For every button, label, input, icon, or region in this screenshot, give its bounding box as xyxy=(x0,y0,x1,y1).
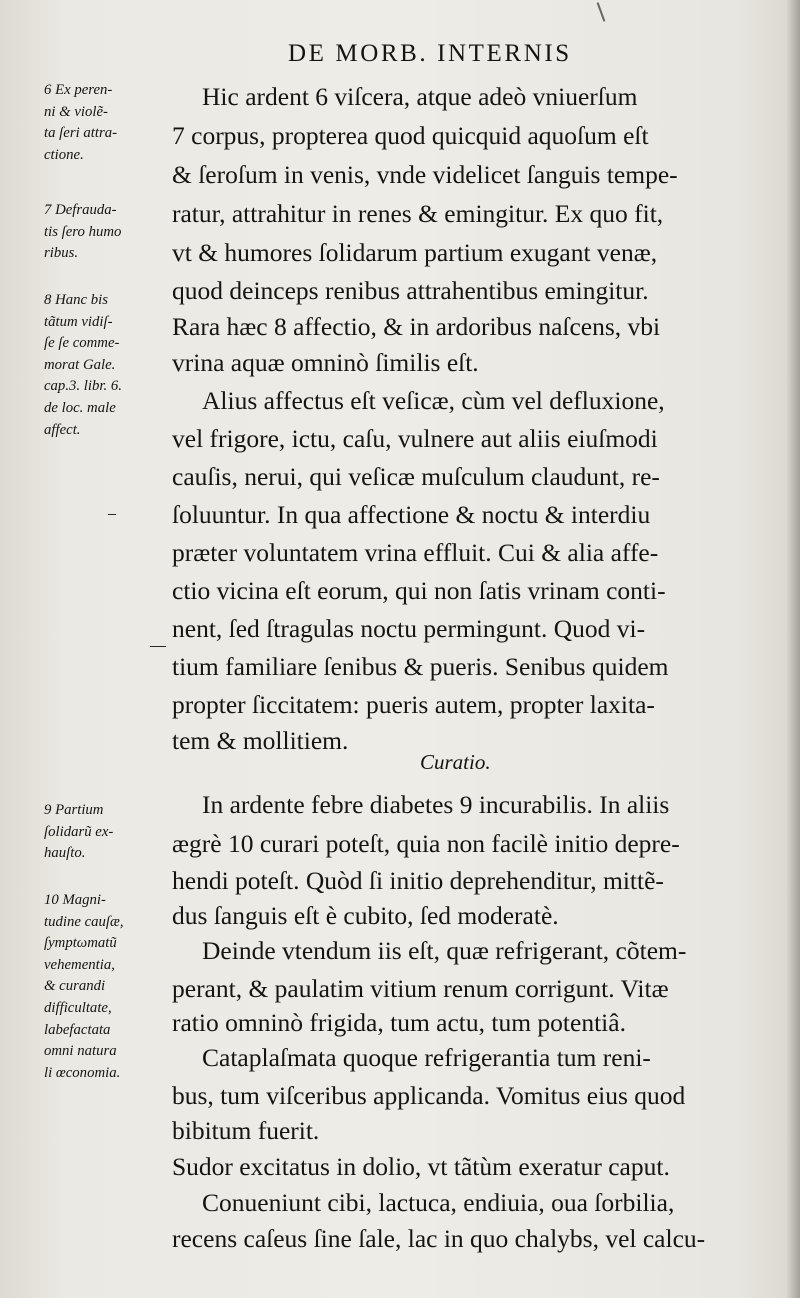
text-line: Cataplaſmata quoque refrigerantia tum reni- xyxy=(202,1043,651,1072)
text-line: Hic ardent 6 viſcera, atque adeò vniuerſum xyxy=(202,82,638,111)
note-line: hauſto. xyxy=(44,845,86,862)
text-line: quod deinceps renibus attrahentibus emingitur. xyxy=(172,276,649,305)
note-line: 7 Defrauda- xyxy=(44,202,117,218)
note-line: vehementia, xyxy=(44,956,115,973)
note-line: ribus. xyxy=(44,245,79,262)
text-line: & ſeroſum in venis, vnde videlicet ſanguis tempe- xyxy=(172,160,678,189)
note-line: labefactata xyxy=(44,1021,111,1038)
text-line: Alius affectus eſt veſicæ, cùm vel defluxione, xyxy=(202,386,665,415)
text-line: cauſis, nerui, qui veſicæ muſculum claudunt, re- xyxy=(172,462,660,491)
note-line: affect. xyxy=(44,421,81,438)
text-line: propter ſiccitatem: pueris autem, propter laxita- xyxy=(172,690,655,719)
text-line: recens caſeus ſine ſale, lac in quo chalybs, vel calcu- xyxy=(172,1224,706,1253)
text-line: tem & mollitiem. xyxy=(172,726,349,755)
note-line: difficultate, xyxy=(44,999,112,1016)
running-head: DE MORB. INTERNIS xyxy=(288,40,572,67)
section-heading: Curatio. xyxy=(420,750,491,774)
note-line: & curandi xyxy=(44,978,106,995)
page-spine-shadow xyxy=(786,0,800,1298)
text-line: 7 corpus, propterea quod quicquid aquoſum eſt xyxy=(172,121,649,150)
margin-note-6 xyxy=(44,80,172,166)
note-line: tis ſero humo xyxy=(44,223,122,240)
text-line: In ardente febre diabetes 9 incurabilis. In aliis xyxy=(202,790,670,819)
note-line: morat Gale. xyxy=(44,356,116,373)
text-line: Sudor excitatus in dolio, vt tãtùm exeratur caput. xyxy=(172,1152,670,1181)
note-line: 10 Magni- xyxy=(44,892,106,908)
page-crease xyxy=(597,2,606,21)
note-line: ctione. xyxy=(44,146,84,163)
note-line: ſe ſe comme- xyxy=(44,335,120,352)
stray-mark xyxy=(108,514,116,515)
text-line: ctio vicina eſt eorum, qui non ſatis vrinam conti- xyxy=(172,576,666,605)
note-line: 9 Partium xyxy=(44,802,104,818)
text-line: vt & humores ſolidarum partium exugant venæ, xyxy=(172,238,658,267)
text-line: ratio omninò frigida, tum actu, tum potentiâ. xyxy=(172,1008,626,1037)
text-line: præter voluntatem vrina effluit. Cui & alia affe- xyxy=(172,538,659,567)
stray-mark xyxy=(150,646,166,647)
note-line: cap.3. libr. 6. xyxy=(44,378,122,395)
text-line: ſoluuntur. In qua affectione & noctu & interdiu xyxy=(172,500,651,529)
text-line: hendi poteſt. Quòd ſi initio deprehenditur, mittẽ- xyxy=(172,866,664,895)
note-line: tudine cauſæ, xyxy=(44,913,124,930)
text-line: perant, & paulatim vitium renum corrigunt. Vitæ xyxy=(172,974,669,1003)
text-line: Conueniunt cibi, lactuca, endiuia, oua ſorbilia, xyxy=(202,1188,675,1217)
text-line: ratur, attrahitur in renes & emingitur. Ex quo fit, xyxy=(172,199,664,228)
note-line: tãtum vidiſ- xyxy=(44,313,113,330)
note-line: 6 Ex peren- xyxy=(44,82,113,98)
text-line: vrina aquæ omninò ſimilis eſt. xyxy=(172,348,479,377)
text-line: nent, ſed ſtragulas noctu permingunt. Quod vi- xyxy=(172,614,646,643)
text-line: Deinde vtendum iis eſt, quæ refrigerant, cõtem- xyxy=(202,936,687,965)
text-line: dus ſanguis eſt è cubito, ſed moderatè. xyxy=(172,901,559,930)
text-line: vel frigore, ictu, caſu, vulnere aut aliis eiuſmodi xyxy=(172,424,658,453)
text-line: ægrè 10 curari poteſt, quia non facilè initio depre- xyxy=(172,829,680,858)
note-line: 8 Hanc bis xyxy=(44,292,108,308)
note-line: ſolidarũ ex- xyxy=(44,823,114,840)
margin-note-7 xyxy=(44,200,172,265)
note-line: li œconomia. xyxy=(44,1064,121,1081)
margin-note-9 xyxy=(44,800,172,865)
margin-note-10 xyxy=(44,890,172,1084)
text-line: Rara hæc 8 affectio, & in ardoribus naſcens, vbi xyxy=(172,312,661,341)
note-line: omni natura xyxy=(44,1043,117,1060)
text-line: bibitum fuerit. xyxy=(172,1116,320,1145)
note-line: de loc. male xyxy=(44,399,116,416)
note-line: ta ſeri attra- xyxy=(44,125,118,142)
note-line: ſymptωmatũ xyxy=(44,935,117,952)
text-line: bus, tum viſceribus applicanda. Vomitus eius quod xyxy=(172,1081,686,1110)
text-line: tium familiare ſenibus & pueris. Senibus quidem xyxy=(172,652,669,681)
note-line: ni & violẽ- xyxy=(44,103,108,120)
margin-note-8 xyxy=(44,290,172,441)
